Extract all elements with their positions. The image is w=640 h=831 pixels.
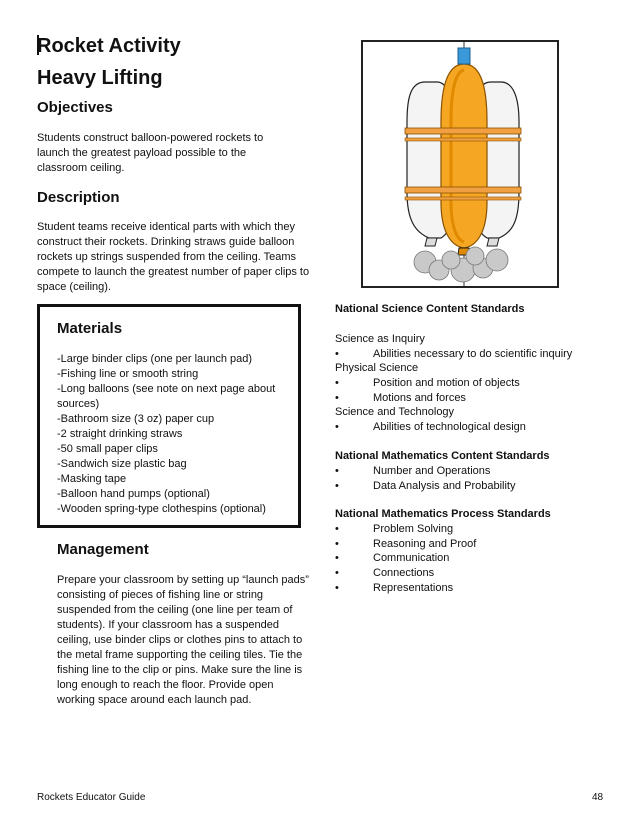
materials-item: -2 straight drinking straws — [57, 428, 183, 440]
math-content-item: • Data Analysis and Probability — [335, 480, 516, 492]
bullet-glyph: • — [335, 421, 339, 433]
math-process-item: • Reasoning and Proof — [335, 538, 477, 550]
left-nozzle — [425, 238, 437, 246]
straw-icon — [458, 48, 470, 64]
math-content-item: • Number and Operations — [335, 465, 491, 477]
math-content-heading: National Mathematics Content Standards — [335, 450, 550, 462]
rocket-illustration-frame — [361, 40, 559, 288]
objectives-heading: Objectives — [37, 99, 113, 116]
materials-item: -50 small paper clips — [57, 443, 158, 455]
math-process-item: • Connections — [335, 567, 435, 579]
footer-guide-name: Rockets Educator Guide — [37, 792, 146, 803]
description-heading: Description — [37, 189, 120, 206]
materials-item: -Sandwich size plastic bag — [57, 458, 187, 470]
management-heading: Management — [57, 541, 149, 558]
tape-band-bottom-2 — [405, 197, 521, 200]
rocket-illustration — [363, 42, 557, 286]
science-standard-item: • Abilities of technological design — [335, 421, 526, 433]
materials-item: -Bathroom size (3 oz) paper cup — [57, 413, 215, 425]
bullet-glyph: • — [335, 582, 339, 594]
footer-page-number: 48 — [592, 792, 604, 803]
center-balloon — [441, 64, 487, 248]
math-process-heading: National Mathematics Process Standards — [335, 508, 551, 520]
materials-list — [57, 352, 297, 517]
bullet-glyph: • — [335, 538, 339, 550]
materials-item: -Fishing line or smooth string — [57, 368, 199, 380]
objectives-text: Students construct balloon-powered rockets to launch the greatest payload possible to the classroom ceiling. — [37, 132, 264, 174]
science-standard-item: • Position and motion of objects — [335, 377, 520, 389]
bullet-glyph: • — [335, 392, 339, 404]
science-standards-heading: National Science Content Standards — [335, 303, 525, 315]
tape-band-bottom — [405, 187, 521, 193]
tape-band-top-2 — [405, 138, 521, 141]
materials-item: sources) — [57, 398, 100, 410]
bullet-glyph: • — [335, 465, 339, 477]
materials-item: -Masking tape — [57, 473, 127, 485]
bullet-glyph: • — [335, 348, 339, 360]
materials-item: -Wooden spring-type clothespins (optional) — [57, 503, 266, 515]
materials-item: -Long balloons (see note on next page about — [57, 383, 276, 395]
materials-item: -Balloon hand pumps (optional) — [57, 488, 210, 500]
bullet-glyph: • — [335, 567, 339, 579]
bullet-glyph: • — [335, 523, 339, 535]
science-group-label: Science as Inquiry — [335, 333, 425, 345]
science-group-label: Science and Technology — [335, 406, 455, 418]
materials-item: -Large binder clips (one per launch pad) — [57, 353, 253, 365]
science-group-label: Physical Science — [335, 362, 419, 374]
management-text: Prepare your classroom by setting up “launch pads” consisting of pieces of fishing line or string suspended from the ceiling (one line per team of students). If your classroom has a suspended ceiling, use binder clips or clothes pins to attach to the metal frame supporting the ceiling tiles. Tie the fishing line to the clip or pins. Make sure the line is long enough to reach the floor. Provide open working space around each launch pad. — [57, 574, 309, 706]
materials-heading: Materials — [57, 320, 123, 337]
bullet-glyph: • — [335, 480, 339, 492]
math-process-item: • Representations — [335, 582, 454, 594]
tape-band-top — [405, 128, 521, 134]
math-process-item: • Communication — [335, 552, 450, 564]
bullet-glyph: • — [335, 552, 339, 564]
science-standard-item: • Motions and forces — [335, 392, 466, 404]
science-standard-item: • Abilities necessary to do scientific inquiry — [335, 348, 573, 360]
page-title: Rocket Activity — [37, 35, 181, 57]
page-subtitle: Heavy Lifting — [37, 67, 163, 89]
right-nozzle — [487, 238, 499, 246]
description-text: Student teams receive identical parts with which they construct their rockets. Drinking straws guide balloon rockets up strings suspended from the ceiling. Teams compete to launch the greatest number of paper clips to space (ceiling). — [37, 221, 310, 293]
math-process-item: • Problem Solving — [335, 523, 454, 535]
bullet-glyph: • — [335, 377, 339, 389]
